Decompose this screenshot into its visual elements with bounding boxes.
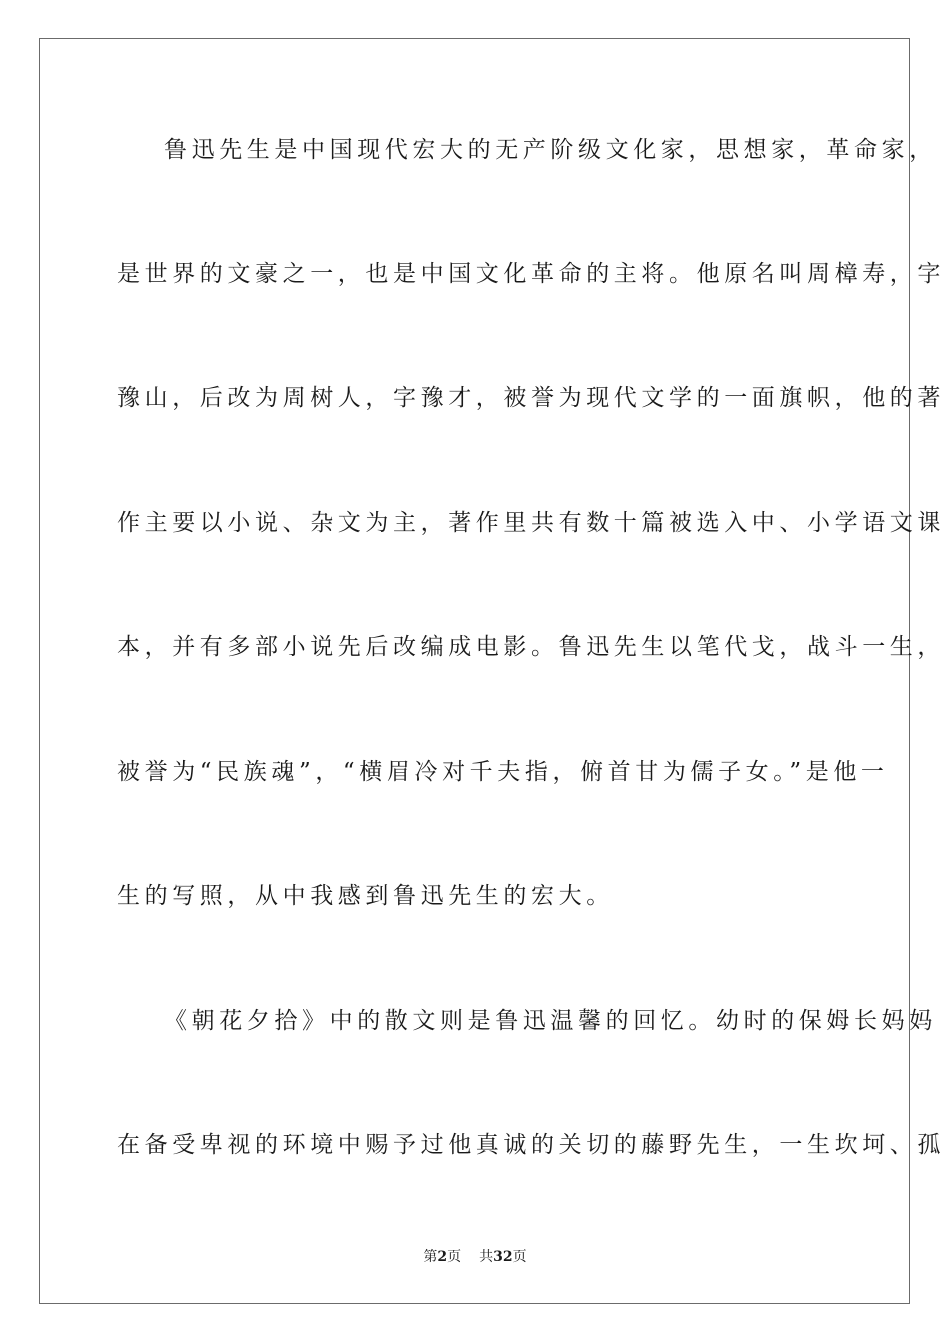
text-line: 被誉为“民族魂”，“横眉冷对千夫指，俯首甘为儒子女。”是他一 xyxy=(117,759,889,785)
text-line: 生的写照，从中我感到鲁迅先生的宏大。 xyxy=(117,883,614,909)
total-pages: 32 xyxy=(493,1249,513,1265)
page-number: 2 xyxy=(437,1249,448,1265)
text-line: 是世界的文豪之一，也是中国文化革命的主将。他原名叫周樟寿，字 xyxy=(117,261,945,287)
total-suffix: 页 xyxy=(512,1249,527,1265)
text-line: 在备受卑视的环境中赐予过他真诚的关切的藤野先生，一生坎坷、孤 xyxy=(117,1132,945,1158)
text-line: 豫山，后改为周树人，字豫才，被誉为现代文学的一面旗帜，他的著 xyxy=(117,385,945,411)
page-footer xyxy=(0,1248,950,1266)
page-border xyxy=(39,38,945,1304)
text-line: 本，并有多部小说先后改编成电影。鲁迅先生以笔代戈，战斗一生， xyxy=(117,634,945,660)
total-prefix: 共 xyxy=(479,1249,494,1265)
text-line: 《朝花夕拾》中的散文则是鲁迅温馨的回忆。幼时的保姆长妈妈 xyxy=(164,1008,937,1034)
text-line: 作主要以小说、杂文为主，著作里共有数十篇被选入中、小学语文课 xyxy=(117,510,945,536)
text-line: 鲁迅先生是中国现代宏大的无产阶级文化家，思想家，革命家， xyxy=(164,137,937,163)
page-suffix: 页 xyxy=(447,1249,462,1265)
page-prefix: 第 xyxy=(423,1249,438,1265)
